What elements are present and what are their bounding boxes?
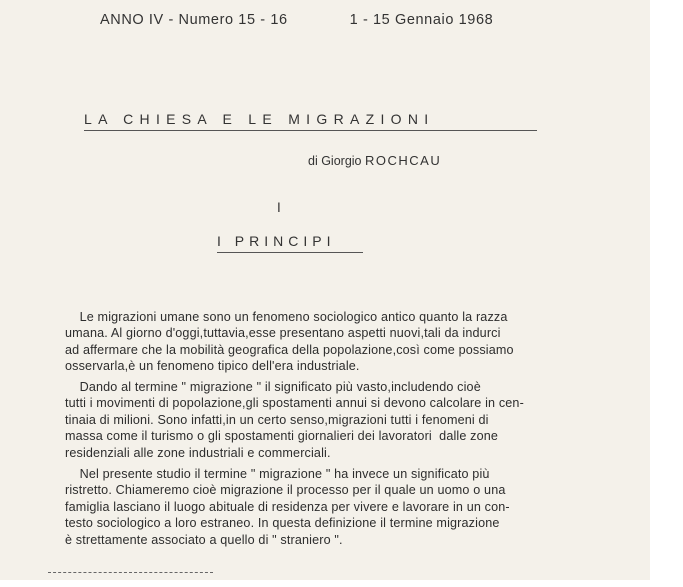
byline [308,153,441,168]
issue-label: ANNO IV - Numero 15 - 16 [100,12,288,28]
paragraph-line: umana. Al giorno d'oggi,tuttavia,esse presentano aspetti nuovi,tali da indurci [65,326,501,341]
paragraph [65,309,645,375]
paragraph-line: Dando al termine " migrazione " il significato più vasto,includendo cioè [65,380,481,394]
section-title-underline [217,252,363,253]
paragraph-line: Le migrazioni umane sono un fenomeno sociologico antico quanto la razza [65,310,508,324]
page-header [100,12,493,28]
paragraph-line: tutti i movimenti di popolazione,gli spostamenti annui si devono calcolare in cen- [65,396,524,411]
paragraph [65,466,645,548]
paragraph-line: è strettamente associato a quello di " straniero ". [65,532,343,547]
section-number: I [277,200,281,215]
paragraph-line: famiglia lasciano il luogo abituale di residenza per vivere e lavorare in un con- [65,499,510,514]
paragraph-line: ristretto. Chiameremo cioè migrazione il processo per il quale un uomo o una [65,483,506,498]
paragraph-line: testo sociologico a loro estraneo. In questa definizione il termine migrazione [65,516,500,531]
title-underline [84,130,537,131]
author-surname: ROCHCAU [364,153,442,168]
article-title: LA CHIESA E LE MIGRAZIONI [84,111,435,127]
paragraph-line: ad affermare che la mobilità geografica della popolazione,così come possiamo [65,342,514,357]
section-title: I PRINCIPI [217,233,336,249]
paragraph-line: Nel presente studio il termine " migrazione " ha invece un significato più [65,467,490,481]
paragraph [65,379,645,461]
paragraph-line: tinaia di milioni. Sono infatti,in un certo senso,migrazioni tutti i fenomeni di [65,412,489,427]
paragraph-line: massa come il turismo o gli spostamenti giornalieri dei lavoratori dalle zone [65,429,499,444]
paragraph-line: residenziali alle zone industriali e commerciali. [65,445,331,460]
byline-prefix: di Giorgio [308,154,362,168]
issue-date: 1 - 15 Gennaio 1968 [349,12,494,28]
page-margin [650,0,683,580]
paragraph-line: osservarla,è un fenomeno tipico dell'era industriale. [65,359,360,374]
